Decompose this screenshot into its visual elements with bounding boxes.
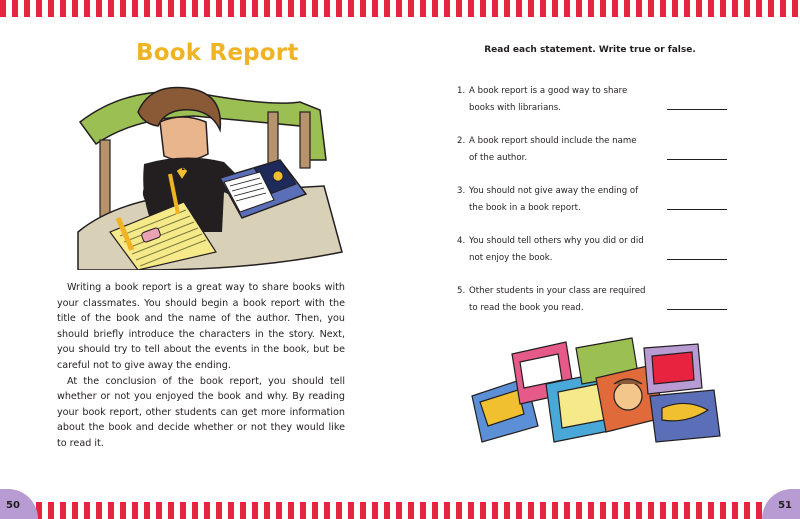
question-text: Other students in your class are required [469, 286, 646, 296]
top-stripe-border [0, 0, 800, 17]
question-number: 2. [457, 136, 466, 146]
question-number: 5. [457, 286, 466, 296]
answer-line[interactable] [667, 209, 727, 210]
answer-line[interactable] [667, 259, 727, 260]
instructions: Read each statement. Write true or false. [484, 45, 696, 55]
right-page-number: 51 [778, 500, 792, 511]
page-title: Book Report [136, 40, 299, 66]
question-text: the book in a book report. [469, 203, 581, 213]
question-text: books with librarians. [469, 103, 561, 113]
question-text: not enjoy the book. [469, 253, 553, 263]
question-number: 1. [457, 86, 466, 96]
question-text: You should not give away the ending of [469, 186, 639, 196]
question-number: 4. [457, 236, 466, 246]
question-number: 3. [457, 186, 466, 196]
paragraph: At the conclusion of the book report, you should tell whether or not you enjoyed the book and why. By reading your book report, other students can get more information about the book and decide whether or not they would like to read it. [57, 375, 345, 449]
question-text: A book report should include the name [469, 136, 637, 146]
answer-line[interactable] [667, 109, 727, 110]
question-text: of the author. [469, 153, 528, 163]
report-body-text [57, 280, 345, 452]
answer-line[interactable] [667, 159, 727, 160]
question-text: to read the book you read. [469, 303, 584, 313]
question-text: You should tell others why you did or did [469, 236, 644, 246]
question-text: A book report is a good way to share [469, 86, 628, 96]
paragraph: Writing a book report is a great way to share books with your classmates. You should begin a book report with the title of the book and the name of the author. Then, you should briefly introduce the characters in the story. Next, you should try to tell about the events in the book, but be careful not to give away the ending. [57, 282, 345, 371]
pile-of-books-illustration [466, 334, 726, 444]
left-page-number: 50 [6, 500, 20, 511]
student-writing-illustration [74, 82, 346, 270]
bottom-stripe-border [0, 502, 800, 519]
answer-line[interactable] [667, 309, 727, 310]
